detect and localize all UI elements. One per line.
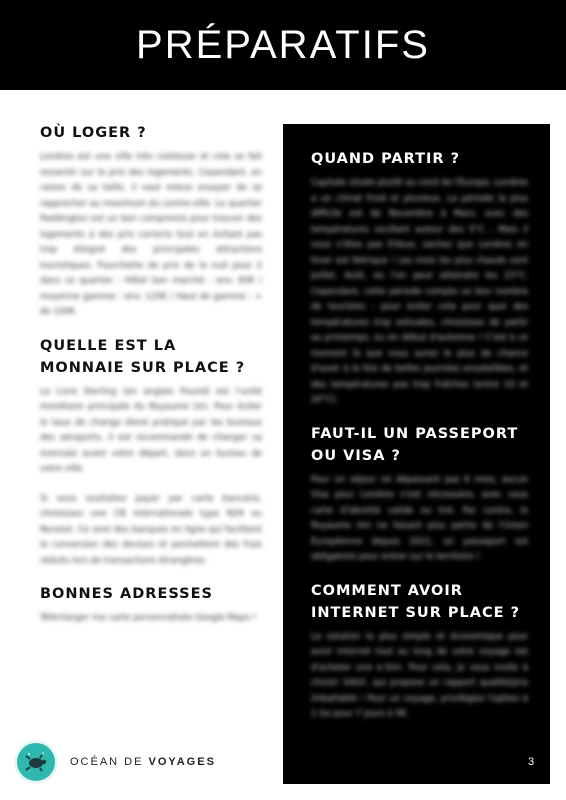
- currency-card-text: Si vous souhaitez payer par carte bancaire, choisissez une CB internationale type N26 ou Revolut. Ce sont des banques en ligne qui facilitent la conversion des devises et permettent des frais réduits lors de transactions étrangères: [40, 493, 262, 566]
- good-addresses-link[interactable]: Télécharger ma carte personnalisée Google Maps !: [40, 613, 257, 623]
- footer: [14, 740, 216, 784]
- when-to-go-heading: QUAND PARTIR ?: [311, 151, 461, 167]
- passport-heading: FAUT-IL UN PASSEPORT OU VISA ?: [311, 425, 519, 464]
- where-to-stay-text: Londres est une ville très coûteuse et cela se fait ressentir sur le prix des logements. Cependant, en raison de sa taille, il vaut mieux essayer de se rapprocher au maximum du centre-ville. Le quartier Paddington est un bon compromis pour trouver des logements à des prix corrects tout en évitant pas trop éloigné des principales attractions touristiques. Fourchette de prix de la nuit pour 2 dans ce quartier : Hôtel bon marché : env. 85€ / moyenne gamme : env. 125€ / Haut de gamme : + de 150€.: [40, 152, 262, 317]
- where-to-stay-heading: OÙ LOGER ?: [40, 125, 147, 141]
- page-number: 3: [528, 756, 535, 768]
- brand-name: [70, 756, 216, 768]
- currency-heading: QUELLE EST LA MONNAIE SUR PLACE ?: [40, 337, 246, 376]
- brand-logo-icon: [14, 740, 58, 784]
- left-column: [40, 122, 262, 641]
- header-bar: [0, 0, 566, 90]
- passport-text: Pour un séjour ne dépassant pas 6 mois, aucun Visa pour Londres n'est nécessaire, avec vous carte d'identité valide ou tiré. Par contre, le Royaume Uni ne faisant plus partie de l'Union Européenne depuis 2021, un passeport est obligatoire pour entrer sur le territoire !: [311, 474, 528, 562]
- currency-text: La Livre Sterling (en anglais Pound) est l'unité monétaire principale du Royaume Uni. Pour éviter le taux de change élevé pratiqué par les bureaux des aéroports, il est recommandé de changer sa monnaie avant votre départ, dans un bureau de votre ville.: [40, 386, 262, 474]
- brand-prefix: OCÉAN DE: [70, 756, 149, 768]
- brand-suffix: VOYAGES: [148, 756, 216, 768]
- right-column-panel: [283, 124, 550, 784]
- good-addresses-heading: BONNES ADRESSES: [40, 586, 213, 602]
- turtle-icon: [21, 747, 51, 777]
- page-title: PRÉPARATIFS: [136, 22, 430, 67]
- internet-text: La solution la plus simple et économique pour avoir internet tout au long de votre voyage est d'acheter une e-Sim. Pour cela, je vous invite à choisir SAILY, qui propose un rapport qualité/prix imbattable ! Pour un voyage, privilégiez l'option à 1 Go pour 7 jours à 5€.: [311, 631, 528, 719]
- when-to-go-text: Capitale située plutôt au nord de l'Europe, Londres a un climat froid et pluvieux. La période la plus difficile est de Novembre à Mars, avec des températures oscillant autour des 5°C : Mais il vous n'êtes pas frileux, sachez que Londres en hiver est féérique ! Les mois les plus chauds sont Juillet, Août, où l'on peut atteindre les 23°C. Cependant, cette période compte un bon nombre de touristes : pour éviter cela pour quoi des températures trop estivales, choisissez de partir au printemps, ou en début d'automne ! C'est à ce moment là que vous aurez le plus de chance d'avoir à la fois de belles journées ensoleillées, et des températures pas trop fraîches (entre 10 et 20°C).: [311, 178, 528, 405]
- internet-heading: COMMENT AVOIR INTERNET SUR PLACE ?: [311, 582, 520, 621]
